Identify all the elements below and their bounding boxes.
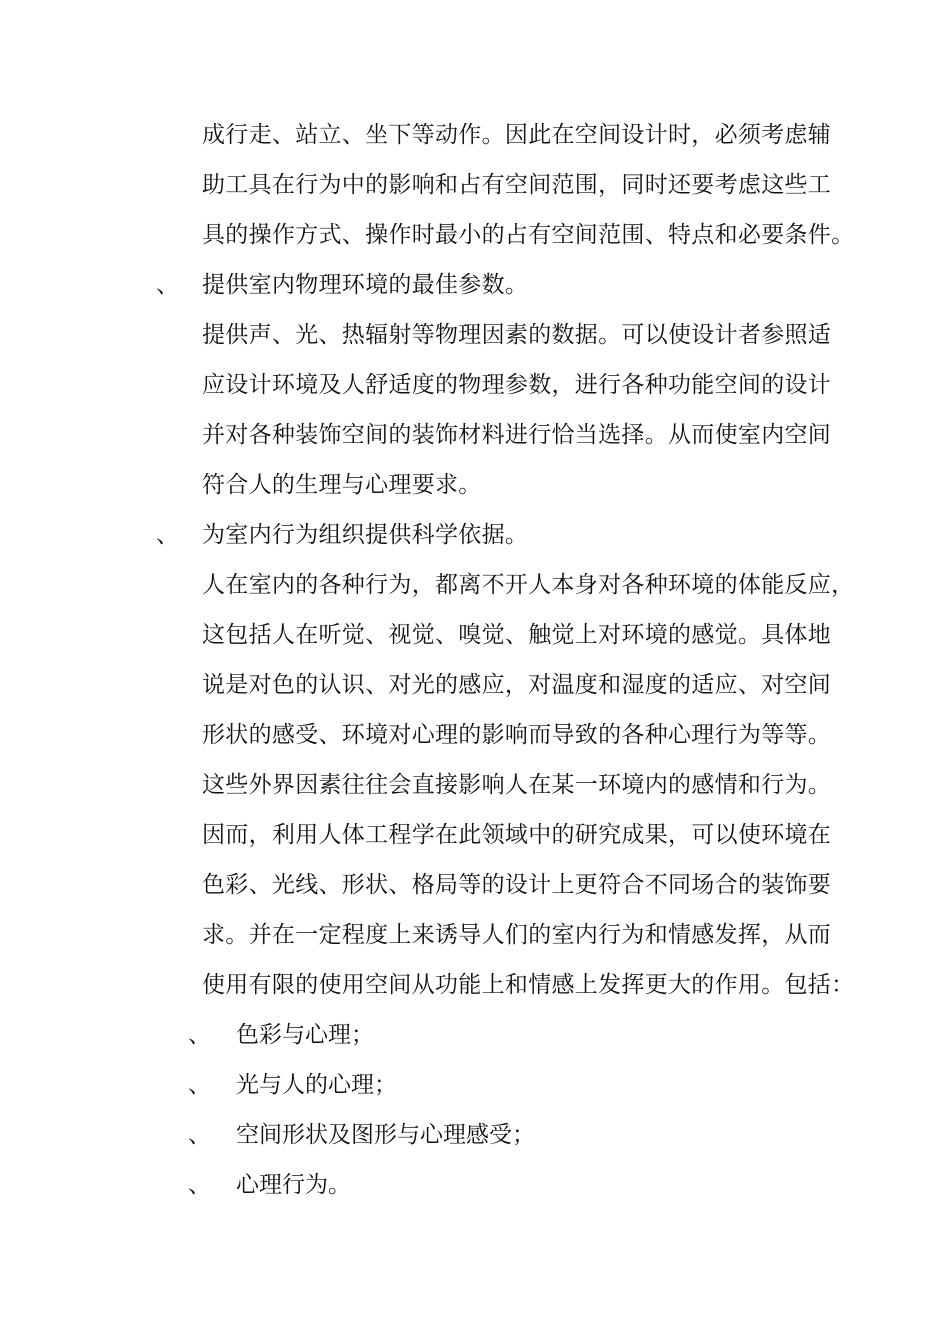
- sub-list-item: 空间形状及图形与心理感受；: [236, 1122, 535, 1148]
- paragraph-line: 人在室内的各种行为，都离不开人本身对各种环境的体能反应，: [202, 572, 855, 598]
- paragraph-line: 并对各种装饰空间的装饰材料进行恰当选择。从而使室内空间: [202, 422, 832, 448]
- sub-list-marker: 、: [188, 1122, 211, 1148]
- paragraph-line: 成行走、站立、坐下等动作。因此在空间设计时，必须考虑辅: [202, 122, 832, 148]
- paragraph-line: 这些外界因素往往会直接影响人在某一环境内的感情和行为。: [202, 772, 832, 798]
- paragraph-line: 使用有限的使用空间从功能上和情感上发挥更大的作用。包括：: [202, 972, 855, 998]
- paragraph-line: 色彩、光线、形状、格局等的设计上更符合不同场合的装饰要: [202, 872, 832, 898]
- paragraph-line: 因而，利用人体工程学在此领域中的研究成果，可以使环境在: [202, 822, 832, 848]
- section-heading: 为室内行为组织提供科学依据。: [202, 522, 529, 548]
- paragraph-line: 这包括人在听觉、视觉、嗅觉、触觉上对环境的感觉。具体地: [202, 622, 832, 648]
- paragraph-line: 提供声、光、热辐射等物理因素的数据。可以使设计者参照适: [202, 322, 832, 348]
- paragraph-line: 求。并在一定程度上来诱导人们的室内行为和情感发挥，从而: [202, 922, 832, 948]
- paragraph-line: 具的操作方式、操作时最小的占有空间范围、特点和必要条件。: [202, 222, 855, 248]
- sub-list-item: 心理行为。: [236, 1172, 351, 1198]
- sub-list-marker: 、: [188, 1172, 211, 1198]
- sub-list-marker: 、: [188, 1072, 211, 1098]
- paragraph-line: 符合人的生理与心理要求。: [202, 472, 482, 498]
- paragraph-line: 说是对色的认识、对光的感应，对温度和湿度的适应、对空间: [202, 672, 832, 698]
- sub-list-marker: 、: [188, 1022, 211, 1048]
- paragraph-line: 形状的感受、环境对心理的影响而导致的各种心理行为等等。: [202, 722, 832, 748]
- paragraph-line: 助工具在行为中的影响和占有空间范围，同时还要考虑这些工: [202, 172, 832, 198]
- list-marker: 、: [156, 522, 179, 548]
- list-marker: 、: [156, 272, 179, 298]
- section-heading: 提供室内物理环境的最佳参数。: [202, 272, 529, 298]
- sub-list-item: 色彩与心理；: [236, 1022, 374, 1048]
- paragraph-line: 应设计环境及人舒适度的物理参数，进行各种功能空间的设计: [202, 372, 832, 398]
- sub-list-item: 光与人的心理；: [236, 1072, 397, 1098]
